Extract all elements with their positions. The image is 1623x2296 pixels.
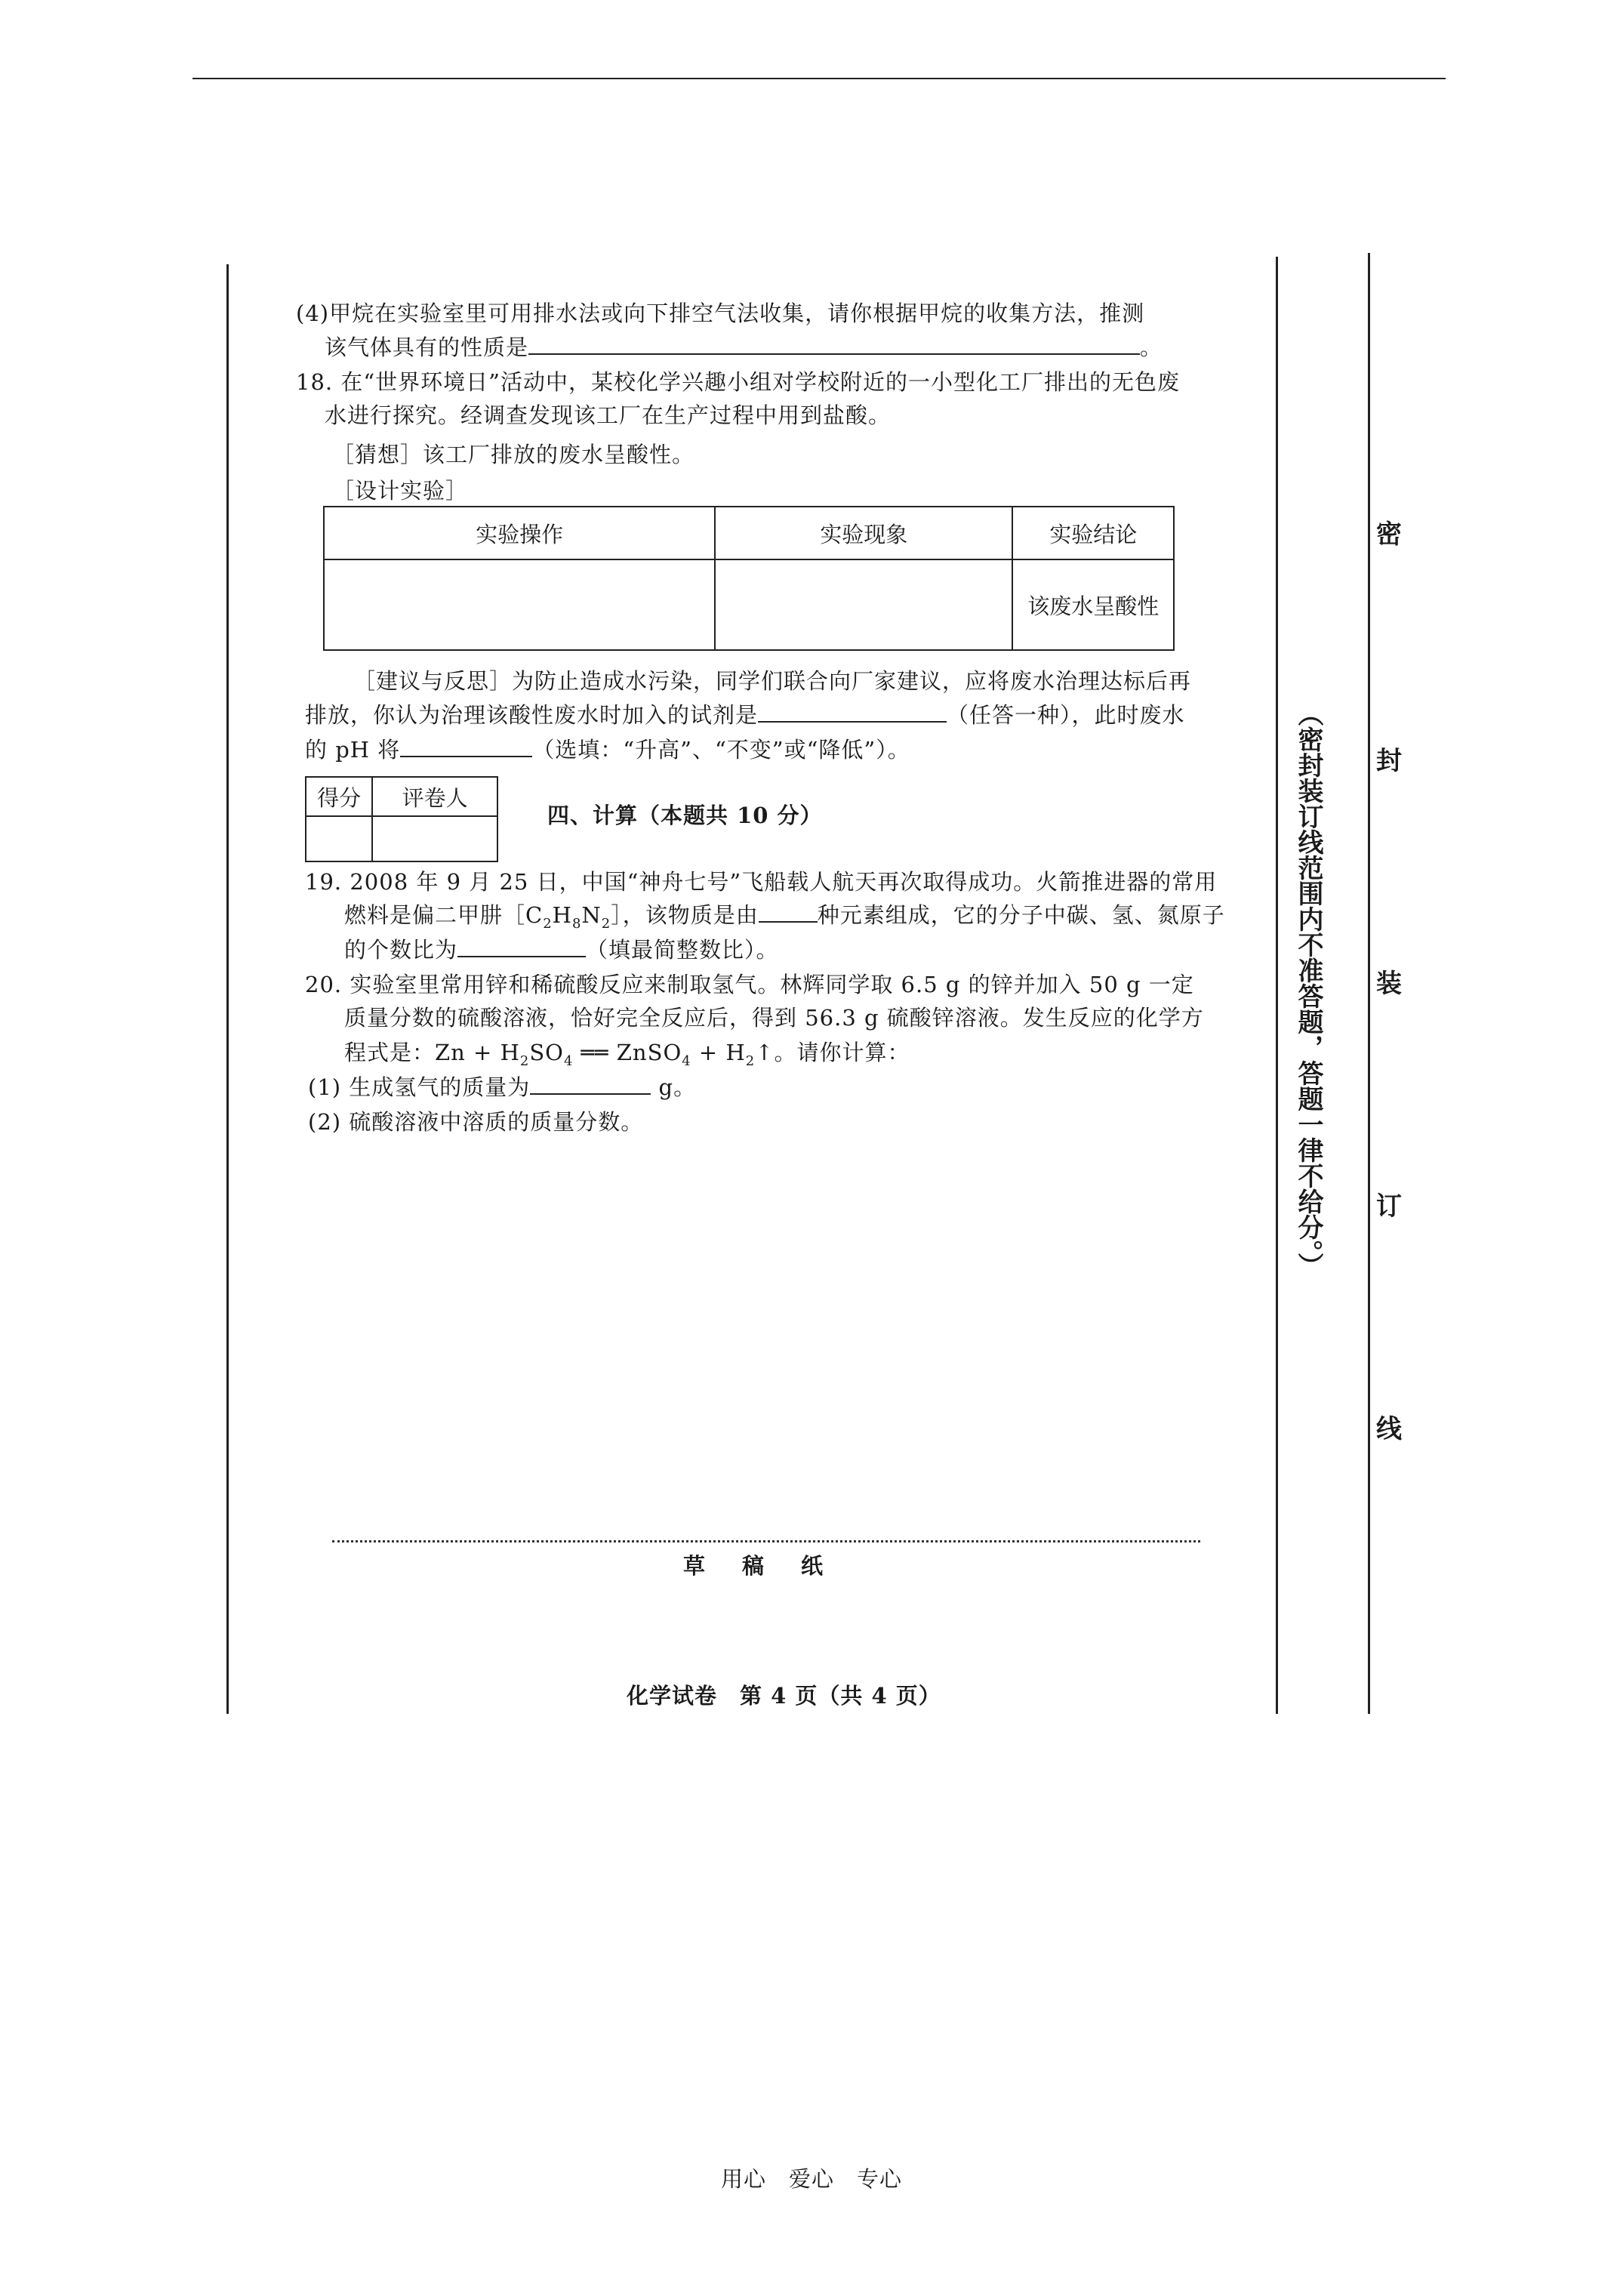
margin-note (1292, 649, 1323, 1329)
score-label: 得分 (306, 777, 372, 816)
q20-line1: 20. 实验室里常用锌和稀硫酸反应来制取氢气。林辉同学取 6.5 g 的锌并加入 50 g 一定 (305, 972, 1194, 997)
q19-text-a: 燃料是偏二甲肼［C (344, 902, 544, 928)
q18-advice-line1: ［建议与反思］为防止造成水污染，同学们联合向厂家建议，应将废水治理达标后再 (353, 668, 1192, 694)
seal-char-xian: 线 (1376, 1414, 1402, 1444)
element-count-blank[interactable] (759, 900, 818, 923)
table-header-operation: 实验操作 (324, 507, 715, 559)
q19-text-h: H (552, 902, 572, 928)
q19-text-d: ］，该物质是由 (611, 902, 759, 928)
seal-char-mi: 密 (1376, 519, 1402, 550)
top-rule (192, 78, 1446, 79)
margin-note-text: （密封装订线范围内不准答题，答题一律不给分。） (1293, 700, 1323, 1278)
q19-line1: 19. 2008 年 9 月 25 日，中国“神舟七号”飞船载人航天再次取得成功。火箭推进器的常用 (305, 869, 1218, 895)
draft-label: 草 稿 纸 (683, 1553, 831, 1579)
q20-line2: 质量分数的硫酸溶液，恰好完全反应后，得到 56.3 g 硫酸锌溶液。发生反应的化学方 (344, 1005, 1204, 1031)
score-box (305, 776, 498, 862)
q18-advice-text3b: （选填：“升高”、“不变”或“降低”）。 (532, 737, 910, 763)
q18-advice-text2a: 排放，你认为治理该酸性废水时加入的试剂是 (305, 702, 759, 728)
q20-part1-unit: g。 (651, 1074, 697, 1100)
eq-sub-d: 2 (745, 1052, 756, 1069)
seal-char-ding: 订 (1376, 1191, 1402, 1222)
q20-part1 (308, 1072, 696, 1102)
bottom-caption: 用心 爱心 专心 (721, 2166, 903, 2192)
q19-text-3b: （填最简整数比）。 (586, 937, 779, 963)
draft-separator (332, 1540, 1200, 1542)
eq-text-b: SO (529, 1040, 564, 1065)
section4-title: 四、计算（本题共 10 分） (547, 803, 823, 828)
margin-line-outer (1368, 253, 1370, 1714)
q18-advice-line3 (305, 735, 910, 765)
q19-sub-c: 2 (543, 915, 553, 932)
q18-design: ［设计实验］ (332, 478, 469, 504)
q18-guess: ［猜想］该工厂排放的废水呈酸性。 (332, 442, 695, 467)
atom-ratio-blank[interactable] (457, 935, 586, 957)
q17-part4-prompt: 该气体具有的性质是 (325, 334, 529, 360)
q17-part4-line1: (4)甲烷在实验室里可用排水法或向下排空气法收集，请你根据甲烷的收集方法，推测 (296, 300, 1145, 326)
q18-line1: 18. 在“世界环境日”活动中，某校化学兴趣小组对学校附近的一小型化工厂排出的无色废 (296, 369, 1180, 395)
margin-line-inner (1276, 257, 1278, 1714)
q19-text-e: 种元素组成，它的分子中碳、氢、氮原子 (817, 902, 1225, 928)
table-header-phenomenon: 实验现象 (715, 507, 1012, 559)
eq-sub-b: 4 (563, 1052, 574, 1069)
q19-text-n: N (581, 902, 602, 928)
q19-sub-n: 2 (601, 915, 611, 932)
q18-advice-text3a: 的 pH 将 (305, 737, 401, 763)
experiment-table (323, 506, 1175, 651)
q19-text-3a: 的个数比为 (344, 937, 458, 963)
q20-part1-text: (1) 生成氢气的质量为 (308, 1074, 531, 1100)
score-cell[interactable] (306, 816, 372, 861)
page-footer: 化学试卷 第 4 页（共 4 页） (627, 1683, 941, 1709)
q17-part4-line2 (325, 332, 1163, 362)
hydrogen-mass-blank[interactable] (530, 1072, 651, 1095)
q19-line2 (344, 900, 1225, 930)
q18-advice-text2b: （任答一种），此时废水 (947, 702, 1185, 728)
eq-sub-a: 2 (519, 1052, 530, 1069)
seal-char-feng: 封 (1376, 746, 1402, 776)
q19-line3 (344, 935, 779, 965)
left-border (226, 264, 229, 1714)
q19-sub-h: 8 (571, 915, 582, 932)
reagent-blank[interactable] (758, 700, 947, 723)
table-header-conclusion: 实验结论 (1012, 507, 1174, 559)
eq-text-c: ══ ZnSO (573, 1040, 682, 1065)
grader-cell[interactable] (372, 816, 497, 861)
seal-char-zhuang: 装 (1376, 969, 1402, 999)
q20-part2: (2) 硫酸溶液中溶质的质量分数。 (308, 1109, 644, 1135)
eq-text-d: + H (691, 1040, 746, 1065)
table-cell-conclusion: 该废水呈酸性 (1012, 559, 1174, 650)
grader-label: 评卷人 (372, 777, 497, 816)
q17-answer-blank[interactable] (528, 332, 1140, 355)
q18-line2: 水进行探究。经调查发现该工厂在生产过程中用到盐酸。 (325, 402, 892, 428)
q20-equation-line (344, 1037, 910, 1068)
eq-sub-c: 4 (682, 1052, 691, 1069)
table-cell-operation[interactable] (324, 559, 715, 650)
ph-blank[interactable] (400, 735, 532, 757)
eq-text-a: 程式是：Zn + H (344, 1040, 520, 1065)
eq-text-e: ↑。请你计算： (755, 1040, 910, 1065)
q17-part4-end: 。 (1140, 334, 1163, 360)
q18-advice-line2 (305, 700, 1185, 730)
table-cell-phenomenon[interactable] (715, 559, 1012, 650)
